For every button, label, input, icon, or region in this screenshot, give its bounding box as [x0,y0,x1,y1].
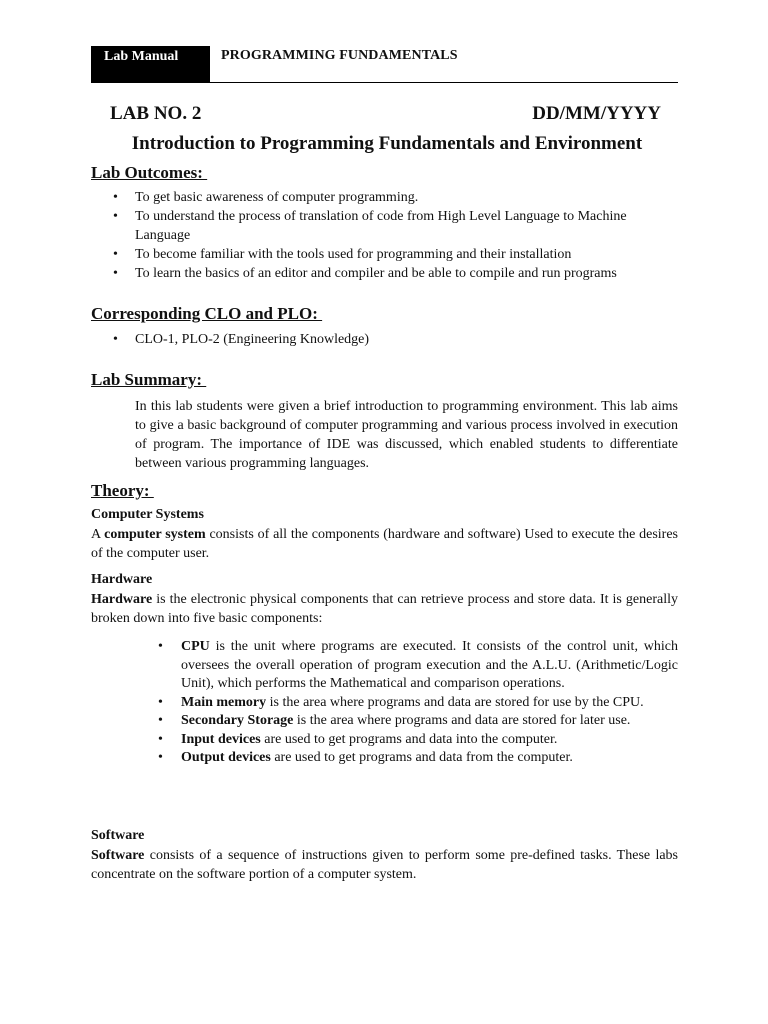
summary-text: In this lab students were given a brief introduction to programming environment. This lab aims to give a basic background of computer programming and various process involved in execution of program. The importance of IDE was discussed, which enabled students to differentiate between various programming languages. [135,399,678,471]
summary-heading: Lab Summary: [91,370,207,389]
list-item: • To understand the process of translation of code from High Level Language to Machine Language [113,209,627,243]
bullet-icon: • [113,266,118,281]
header-course-title: PROGRAMMING FUNDAMENTALS [221,48,458,63]
bullet-icon: • [113,209,118,224]
list-item: • To get basic awareness of computer programming. [113,190,419,205]
list-item: • CLO-1, PLO-2 (Engineering Knowledge) [113,332,370,347]
lab-number: LAB NO. 2 [110,103,202,124]
bullet-icon: • [113,332,118,347]
hardware-components-list [158,638,678,768]
hardware-text: Hardware is the electronic physical components that can retrieve process and store data. It is generally broken down into five basic components: [91,592,678,626]
bullet-icon: • [158,694,163,710]
header-divider [91,82,678,83]
list-item: • To become familiar with the tools used for programming and their installation [113,247,572,262]
clo-heading: Corresponding CLO and PLO: [91,304,323,323]
header-tag: Lab Manual [91,46,210,83]
bullet-icon: • [158,639,163,654]
software-text: Software consists of a sequence of instructions given to perform some pre-defined tasks. These labs concentrate on the software portion of a computer system. [91,848,678,882]
lab-title: Introduction to Programming Fundamentals and Environment [131,133,643,154]
outcomes-heading: Lab Outcomes: [91,163,208,182]
list-item: • To learn the basics of an editor and compiler and be able to compile and run programs [113,266,617,281]
list-item: • CPU is the unit where programs are executed. It consists of the control unit, which oversees the overall operation of program execution and the A.L.U. (Arithmetic/Logic Unit), which performs the Mathematical and comparison operations. [158,639,678,691]
theory-heading: Theory: [91,481,154,500]
list-item: • Secondary Storage is the area where programs and data are stored for later use. [158,712,678,731]
outcomes-list [113,188,679,283]
clo-list [113,330,679,349]
list-item: • Main memory is the area where programs and data are stored for use by the CPU. [158,694,678,713]
bullet-icon: • [158,713,163,728]
computer-systems-title: Computer Systems [91,507,204,522]
bullet-icon: • [113,190,118,205]
bullet-icon: • [158,750,163,765]
list-item: • Input devices are used to get programs and data into the computer. [158,731,678,750]
software-title: Software [91,828,145,843]
bullet-icon: • [158,731,163,747]
lab-date: DD/MM/YYYY [532,103,661,124]
hardware-title: Hardware [91,572,153,587]
bullet-icon: • [113,247,118,262]
list-item: • Output devices are used to get programs and data from the computer. [158,749,678,768]
computer-systems-text: A computer system consists of all the components (hardware and software) Used to execute the desires of the computer user. [91,527,678,561]
